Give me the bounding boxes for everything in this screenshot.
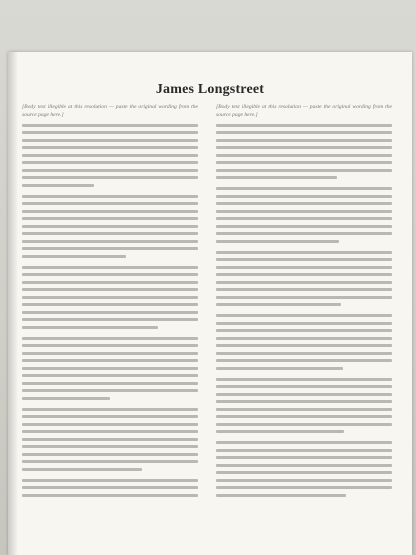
page-edge-shadow [8, 52, 18, 555]
right-text-column [216, 104, 392, 505]
text-line-placeholder [22, 430, 198, 433]
text-line-placeholder [216, 266, 392, 269]
text-line-placeholder [216, 176, 337, 179]
text-line-placeholder [22, 232, 198, 235]
text-line-placeholder [216, 486, 392, 489]
text-line-placeholder [22, 288, 198, 291]
text-line-placeholder [22, 415, 198, 418]
text-line-placeholder [216, 288, 392, 291]
text-line-placeholder [216, 367, 343, 370]
text-line-placeholder [216, 337, 392, 340]
text-line-placeholder [216, 258, 392, 261]
text-line-placeholder [216, 456, 392, 459]
text-line-placeholder [22, 210, 198, 213]
left-column-placeholder-note: [Body text illegible at this resolution — paste the original wording from the source page here.] [22, 104, 198, 118]
text-line-placeholder [22, 479, 198, 482]
text-line-placeholder [22, 486, 198, 489]
text-line-placeholder [216, 400, 392, 403]
text-line-placeholder [22, 318, 198, 321]
text-line-placeholder [216, 329, 392, 332]
text-line-placeholder [216, 449, 392, 452]
text-line-placeholder [22, 337, 198, 340]
text-line-placeholder [22, 359, 198, 362]
text-line-placeholder [216, 225, 392, 228]
document-page [8, 52, 412, 555]
text-line-placeholder [22, 468, 142, 471]
text-line-placeholder [216, 408, 392, 411]
text-line-placeholder [216, 385, 392, 388]
text-line-placeholder [22, 344, 198, 347]
text-line-placeholder [216, 240, 339, 243]
right-column-text-lines [216, 124, 392, 497]
text-line-placeholder [22, 184, 94, 187]
text-line-placeholder [22, 161, 198, 164]
text-line-placeholder [216, 195, 392, 198]
text-line-placeholder [216, 430, 344, 433]
text-line-placeholder [216, 441, 392, 444]
text-line-placeholder [22, 247, 198, 250]
text-line-placeholder [216, 494, 346, 497]
text-line-placeholder [216, 146, 392, 149]
text-line-placeholder [216, 322, 392, 325]
text-line-placeholder [22, 352, 198, 355]
text-line-placeholder [22, 124, 198, 127]
text-line-placeholder [22, 453, 198, 456]
text-line-placeholder [216, 393, 392, 396]
text-line-placeholder [216, 479, 392, 482]
text-line-placeholder [22, 240, 198, 243]
text-line-placeholder [216, 464, 392, 467]
text-line-placeholder [22, 303, 198, 306]
text-line-placeholder [216, 202, 392, 205]
text-line-placeholder [22, 195, 198, 198]
text-line-placeholder [22, 296, 198, 299]
text-line-placeholder [216, 352, 392, 355]
text-line-placeholder [216, 415, 392, 418]
text-line-placeholder [22, 139, 198, 142]
text-line-placeholder [22, 382, 198, 385]
text-line-placeholder [216, 139, 392, 142]
left-column-text-lines [22, 124, 198, 497]
text-line-placeholder [216, 471, 392, 474]
text-line-placeholder [22, 131, 198, 134]
text-line-placeholder [22, 217, 198, 220]
text-line-placeholder [22, 169, 198, 172]
text-line-placeholder [22, 494, 198, 497]
text-line-placeholder [22, 397, 110, 400]
page-title: James Longstreet [155, 82, 265, 97]
text-line-placeholder [216, 217, 392, 220]
text-line-placeholder [216, 210, 392, 213]
text-line-placeholder [216, 281, 392, 284]
text-line-placeholder [22, 460, 198, 463]
text-line-placeholder [22, 374, 198, 377]
text-line-placeholder [216, 378, 392, 381]
text-line-placeholder [216, 161, 392, 164]
text-line-placeholder [216, 187, 392, 190]
text-line-placeholder [22, 273, 198, 276]
text-line-placeholder [216, 359, 392, 362]
text-line-placeholder [22, 255, 126, 258]
text-line-placeholder [216, 303, 341, 306]
text-line-placeholder [216, 314, 392, 317]
text-line-placeholder [216, 344, 392, 347]
text-line-placeholder [22, 389, 198, 392]
text-line-placeholder [22, 146, 198, 149]
text-line-placeholder [216, 273, 392, 276]
text-line-placeholder [22, 225, 198, 228]
text-line-placeholder [22, 311, 198, 314]
text-line-placeholder [22, 423, 198, 426]
text-line-placeholder [216, 124, 392, 127]
text-line-placeholder [216, 154, 392, 157]
text-line-placeholder [216, 131, 392, 134]
text-line-placeholder [216, 169, 392, 172]
text-line-placeholder [216, 232, 392, 235]
text-line-placeholder [216, 251, 392, 254]
text-line-placeholder [216, 423, 392, 426]
text-line-placeholder [22, 154, 198, 157]
text-line-placeholder [22, 202, 198, 205]
text-line-placeholder [22, 176, 198, 179]
text-line-placeholder [22, 367, 198, 370]
text-line-placeholder [22, 445, 198, 448]
text-line-placeholder [216, 296, 392, 299]
right-column-placeholder-note: [Body text illegible at this resolution — paste the original wording from the source page here.] [216, 104, 392, 118]
text-line-placeholder [22, 281, 198, 284]
text-line-placeholder [22, 326, 158, 329]
text-line-placeholder [22, 408, 198, 411]
text-line-placeholder [22, 438, 198, 441]
text-line-placeholder [22, 266, 198, 269]
left-text-column [22, 104, 198, 501]
